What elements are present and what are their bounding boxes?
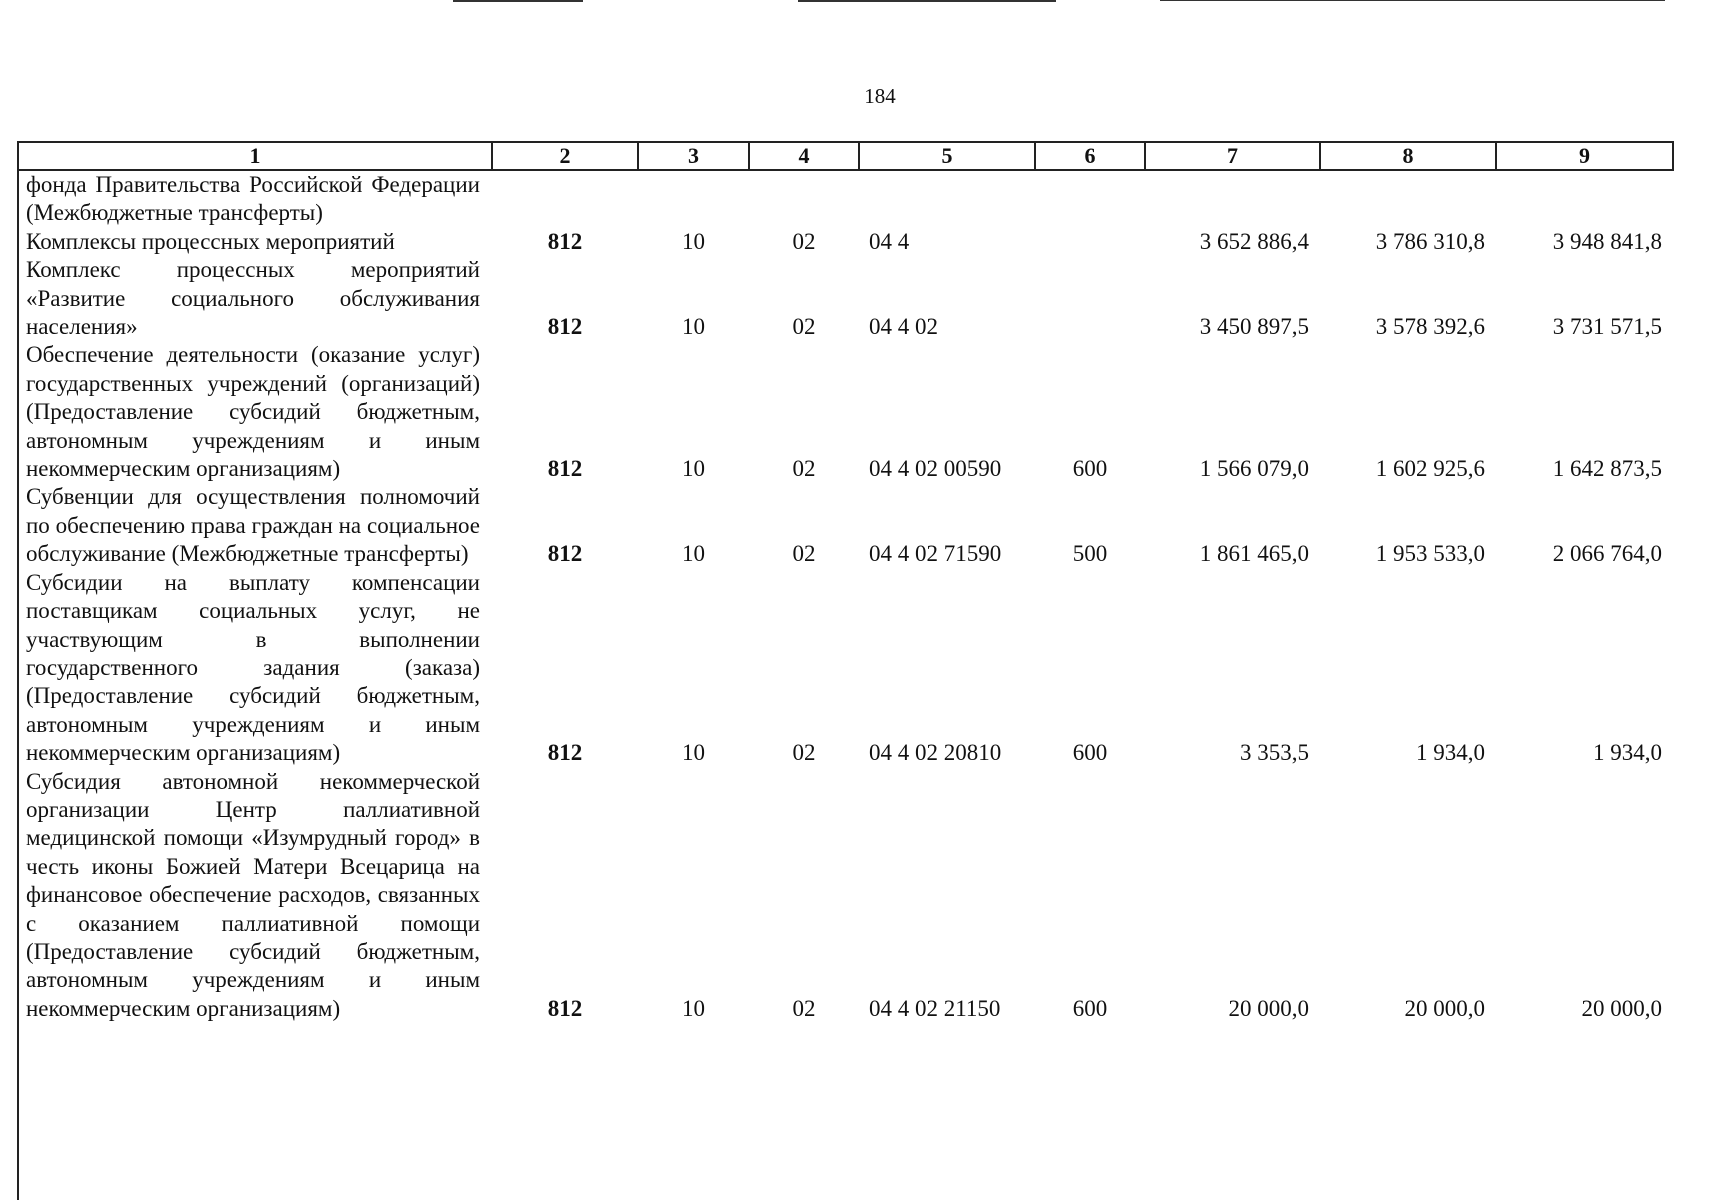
header-cell: 3: [638, 142, 749, 170]
scan-artifact-line: [1160, 0, 1665, 1]
admin-code: 812: [547, 995, 583, 1021]
header-cell: 8: [1320, 142, 1496, 170]
amount-col-9: [1496, 170, 1673, 228]
amount-col-7: 3 450 897,5: [1199, 314, 1309, 340]
amount-col-9: 20 000,0: [1581, 995, 1662, 1021]
subsection-code: [749, 170, 859, 228]
header-cell: 9: [1496, 142, 1673, 170]
admin-code: 812: [547, 541, 583, 567]
amount-col-8: 1 953 533,0: [1375, 541, 1485, 567]
amount-col-7: 1 566 079,0: [1199, 456, 1309, 482]
expense-type-code: [1035, 228, 1145, 256]
section-code: [638, 170, 749, 228]
section-code: 10: [682, 541, 705, 567]
scan-artifact-line: [798, 0, 1056, 2]
header-cell: 6: [1035, 142, 1145, 170]
subsection-code: 02: [792, 541, 816, 567]
section-code: 10: [682, 995, 705, 1021]
amount-col-8: 1 602 925,6: [1375, 456, 1485, 482]
section-code: 10: [682, 314, 705, 340]
amount-col-9: 1 642 873,5: [1552, 456, 1662, 482]
table-row: [18, 341, 1673, 483]
amount-col-7: 20 000,0: [1228, 995, 1309, 1021]
row-description: Комплексы процессных мероприятий: [26, 228, 395, 254]
target-article-code: 04 4 02 00590: [869, 456, 1002, 482]
amount-col-9: 2 066 764,0: [1552, 541, 1662, 567]
amount-col-9: 1 934,0: [1593, 740, 1662, 766]
target-article-code: 04 4 02: [869, 314, 938, 340]
table-row: [18, 170, 1673, 228]
amount-col-9: 3 731 571,5: [1552, 314, 1662, 340]
amount-col-8: 3 786 310,8: [1375, 228, 1485, 254]
scan-artifact-line: [453, 0, 583, 2]
header-row: [18, 142, 1673, 170]
expense-type-code: 600: [1072, 995, 1108, 1021]
header-cell: 4: [749, 142, 859, 170]
admin-code: 812: [547, 740, 583, 766]
admin-code: 812: [547, 228, 583, 254]
section-code: 10: [682, 228, 705, 254]
subsection-code: 02: [792, 740, 816, 766]
amount-col-7: 3 353,5: [1240, 740, 1309, 766]
amount-col-7: 1 861 465,0: [1199, 541, 1309, 567]
expense-type-code: 600: [1072, 456, 1108, 482]
expense-type-code: 600: [1072, 740, 1108, 766]
admin-code: [492, 170, 638, 228]
amount-col-8: 1 934,0: [1416, 740, 1485, 766]
target-article-code: 04 4 02 21150: [869, 995, 1001, 1021]
table-row: [18, 483, 1673, 568]
subsection-code: 02: [792, 995, 816, 1021]
header-cell: 2: [492, 142, 638, 170]
amount-col-9: 3 948 841,8: [1552, 228, 1662, 254]
row-description: Комплекс процессных мероприятий «Развитие социального обслуживания населения»: [26, 257, 480, 340]
subsection-code: 02: [792, 456, 816, 482]
page-number: 184: [864, 84, 896, 108]
subsection-code: 02: [792, 314, 816, 340]
header-cell: 1: [18, 142, 492, 170]
section-code: 10: [682, 740, 705, 766]
amount-col-7: 3 652 886,4: [1199, 228, 1309, 254]
target-article-code: 04 4 02 20810: [869, 740, 1002, 766]
row-description: Субвенции для осуществления полномочий по обеспечению права граждан на социальное обслуживание (Межбюджетные трансферты): [26, 484, 480, 567]
table-row: [18, 768, 1673, 1024]
admin-code: 812: [547, 314, 583, 340]
target-article-code: 04 4 02 71590: [869, 541, 1002, 567]
header-cell: 5: [859, 142, 1035, 170]
table-row: [18, 256, 1673, 341]
amount-col-7: [1145, 170, 1320, 228]
budget-table: [17, 141, 1674, 1023]
row-description: Субсидия автономной некоммерческой организации Центр паллиативной медицинской помощи «Изумрудный город» в честь иконы Божией Матери Всецарица на финансовое обеспечение расходов, связанных с оказанием паллиативной помощи (Предоставление субсидий бюджетным, автономным учреждениям и иным некоммерческим организациям): [26, 768, 480, 1021]
table-row: [18, 569, 1673, 768]
expense-type-code: 500: [1072, 541, 1108, 567]
target-article-code: 04 4: [869, 228, 910, 254]
expense-type-code: [1035, 170, 1145, 228]
row-description: Субсидии на выплату компенсации поставщикам социальных услуг, не участвующим в выполнении государственного задания (заказа) (Предоставление субсидий бюджетным, автономным учреждениям и иным некоммерческим организациям): [26, 569, 480, 766]
target-article-code: [859, 170, 1035, 228]
row-description: фонда Правительства Российской Федерации (Межбюджетные трансферты): [26, 172, 480, 226]
amount-col-8: 20 000,0: [1404, 995, 1485, 1021]
table-row: [18, 228, 1673, 256]
subsection-code: 02: [792, 228, 816, 254]
section-code: 10: [682, 456, 705, 482]
amount-col-8: 3 578 392,6: [1375, 314, 1485, 340]
admin-code: 812: [547, 456, 583, 482]
amount-col-8: [1320, 170, 1496, 228]
header-cell: 7: [1145, 142, 1320, 170]
row-description: Обеспечение деятельности (оказание услуг) государственных учреждений (организаций) (Предоставление субсидий бюджетным, автономным учреждениям и иным некоммерческим организациям): [26, 342, 480, 482]
expense-type-code: [1035, 256, 1145, 341]
